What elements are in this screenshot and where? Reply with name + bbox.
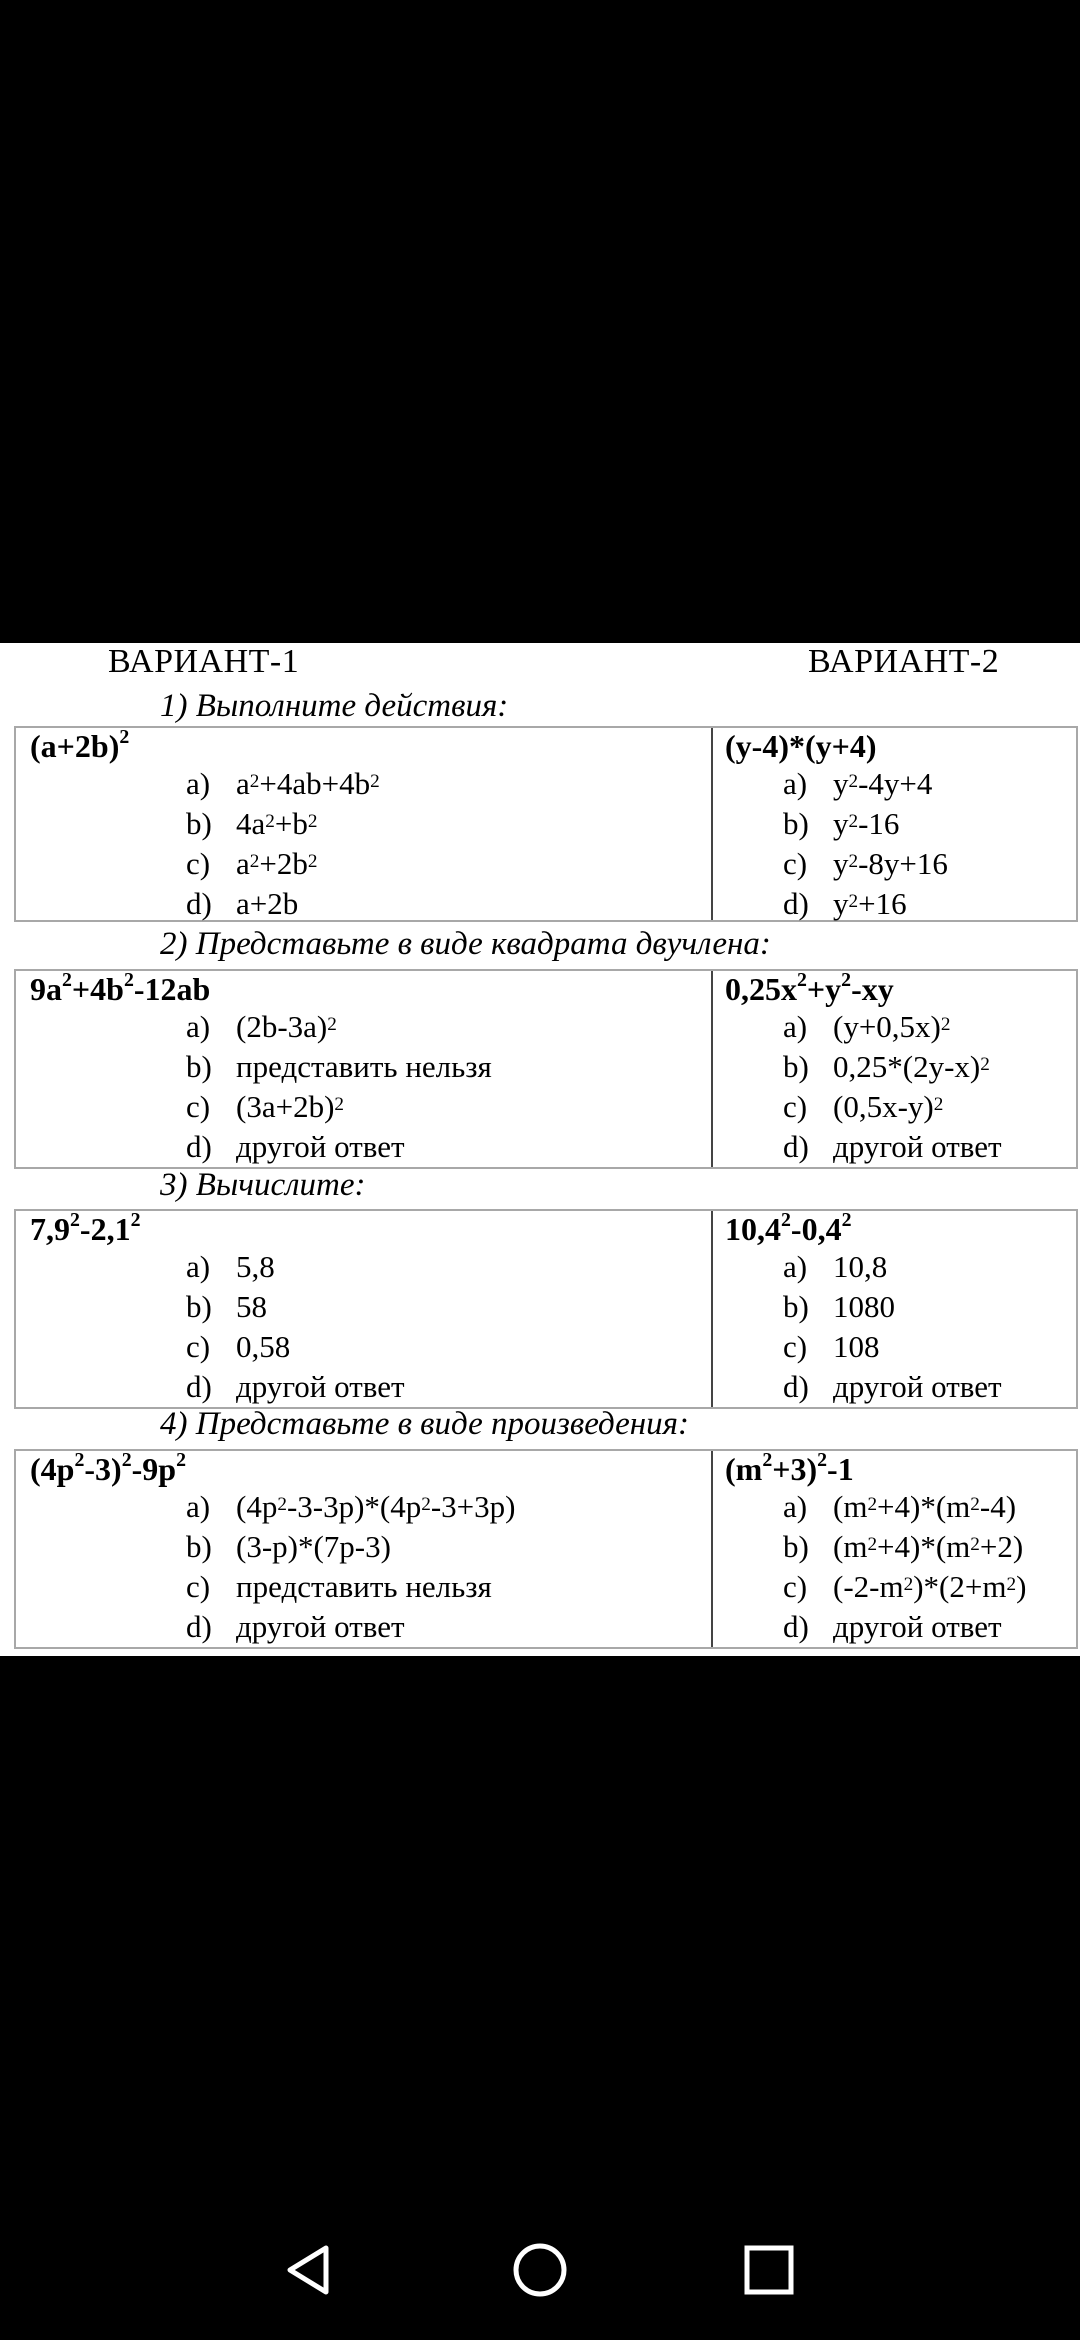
answer-option [186,1007,492,1047]
option-text: $(y+0,5x)^2$ [833,1009,951,1044]
option-letter: d) [186,1369,212,1404]
option-letter: a) [783,1489,808,1524]
section-title: 4) Представьте в виде произведения: [160,1406,689,1442]
answer-option [186,1047,492,1087]
option-letter: b) [186,1289,212,1324]
answer-option [186,1087,492,1127]
option-text: $y^2-16$ [833,806,900,841]
option-letter: d) [783,886,809,921]
worksheet-image [0,643,1080,1656]
task-expression: $9a^2+4b^2-12ab$ [30,969,211,1007]
option-text: 0,58 [236,1329,291,1364]
answer-option [186,1247,405,1287]
option-letter: d) [186,1609,212,1644]
option-letter: a) [186,1249,211,1284]
option-text: другой ответ [833,1609,1002,1644]
answer-options [186,1487,515,1647]
answer-option [186,1527,515,1567]
task-expression: $(a+2b)^2$ [30,726,130,764]
task-table [14,969,1078,1169]
answer-option [783,1047,1002,1087]
home-icon[interactable] [500,2230,580,2310]
answer-options [783,764,948,924]
answer-option [783,844,948,884]
option-letter: b) [186,1049,212,1084]
task-table [14,1209,1078,1409]
answer-option [783,1127,1002,1167]
answer-options [783,1487,1026,1647]
task-table [14,1449,1078,1649]
option-text: 5,8 [236,1249,275,1284]
task-cell-right [713,1211,1076,1407]
answer-options [186,1007,492,1167]
answer-option [783,804,948,844]
option-text: другой ответ [236,1609,405,1644]
option-letter: b) [186,806,212,841]
task-cell-right [713,728,1076,920]
option-letter: d) [186,886,212,921]
option-letter: b) [783,1529,809,1564]
option-text: 1080 [833,1289,895,1324]
option-text: $a^2+4ab+4b^2$ [236,766,380,801]
answer-option [186,1607,515,1647]
section-title: 1) Выполните действия: [160,688,509,724]
answer-option [783,1527,1026,1567]
answer-option [783,1327,1002,1367]
back-icon[interactable] [268,2230,348,2310]
option-letter: b) [186,1529,212,1564]
answer-options [186,764,380,924]
option-letter: a) [783,1009,808,1044]
option-letter: c) [783,1329,808,1364]
option-letter: d) [783,1369,809,1404]
option-text: $y^2-8y+16$ [833,846,948,881]
option-text: представить нельзя [236,1049,492,1084]
task-cell-left [16,1211,711,1407]
answer-option [783,1087,1002,1127]
option-text: другой ответ [833,1369,1002,1404]
answer-option [186,804,380,844]
answer-option [783,884,948,924]
option-letter: a) [783,766,808,801]
section-title: 3) Вычислите: [160,1167,366,1203]
option-text: (3-p)*(7p-3) [236,1529,391,1564]
option-letter: d) [186,1129,212,1164]
task-cell-right [713,1451,1076,1647]
option-text: $(2b-3a)^2$ [236,1009,337,1044]
option-letter: b) [783,1049,809,1084]
answer-option [783,1567,1026,1607]
option-text: $(4p^2-3-3p)*(4p^2-3+3p)$ [236,1489,516,1524]
option-text: $y^2-4y+4$ [833,766,933,801]
answer-option [186,1287,405,1327]
option-text: a+2b [236,886,299,921]
answer-options [783,1247,1002,1407]
option-text: 10,8 [833,1249,888,1284]
option-letter: c) [186,1569,211,1604]
section-title: 2) Представьте в виде квадрата двучлена: [160,926,771,962]
task-cell-right [713,971,1076,1167]
answer-option [783,1607,1026,1647]
option-letter: d) [783,1129,809,1164]
option-text: $0,25*(2y-x)^2$ [833,1049,990,1084]
answer-option [783,1367,1002,1407]
option-letter: d) [783,1609,809,1644]
navigation-bar [0,2200,1080,2340]
answer-option [783,1007,1002,1047]
option-letter: c) [783,1089,808,1124]
option-letter: a) [186,1009,211,1044]
option-text: $(0,5x-y)^2$ [833,1089,944,1124]
option-text: представить нельзя [236,1569,492,1604]
answer-option [186,1487,515,1527]
answer-option [783,764,948,804]
option-letter: a) [783,1249,808,1284]
recents-icon[interactable] [729,2230,809,2310]
answer-option [783,1287,1002,1327]
answer-option [783,1487,1026,1527]
option-letter: a) [186,766,211,801]
answer-option [783,1247,1002,1287]
option-text: другой ответ [236,1369,405,1404]
option-letter: c) [783,1569,808,1604]
option-text: 58 [236,1289,267,1324]
variant-2-heading: ВАРИАНТ-2 [808,643,1000,680]
option-letter: c) [186,846,211,881]
option-text: $(-2-m^2)*(2+m^2)$ [833,1569,1027,1604]
answer-option [186,1127,492,1167]
variant-1-heading: ВАРИАНТ-1 [108,643,300,680]
option-text: $4a^2+b^2$ [236,806,318,841]
option-text: $(m^2+4)*(m^2-4)$ [833,1489,1017,1524]
task-expression: $(m^2+3)^2-1$ [725,1449,854,1487]
task-expression: $10,4^2-0,4^2$ [725,1209,852,1247]
option-letter: c) [783,846,808,881]
task-expression: $7,9^2-2,1^2$ [30,1209,141,1247]
task-expression: $0,25x^2+y^2-xy$ [725,969,894,1007]
task-cell-left [16,1451,711,1647]
option-text: другой ответ [833,1129,1002,1164]
option-text: $a^2+2b^2$ [236,846,318,881]
answer-options [783,1007,1002,1167]
task-cell-left [16,728,711,920]
answer-option [186,1567,515,1607]
option-letter: b) [783,806,809,841]
option-letter: b) [783,1289,809,1324]
option-letter: c) [186,1329,211,1364]
task-cell-left [16,971,711,1167]
option-text: 108 [833,1329,880,1364]
option-text: $y^2+16$ [833,886,907,921]
task-expression: $(4p^2-3)^2-9p^2$ [30,1449,186,1487]
answer-option [186,884,380,924]
option-text: $(3a+2b)^2$ [236,1089,344,1124]
answer-option [186,844,380,884]
task-table [14,726,1078,922]
option-text: другой ответ [236,1129,405,1164]
option-text: $(m^2+4)*(m^2+2)$ [833,1529,1024,1564]
task-expression: (y-4)*(y+4) [725,728,877,764]
answer-option [186,1367,405,1407]
option-letter: c) [186,1089,211,1124]
option-letter: a) [186,1489,211,1524]
answer-options [186,1247,405,1407]
answer-option [186,1327,405,1367]
answer-option [186,764,380,804]
